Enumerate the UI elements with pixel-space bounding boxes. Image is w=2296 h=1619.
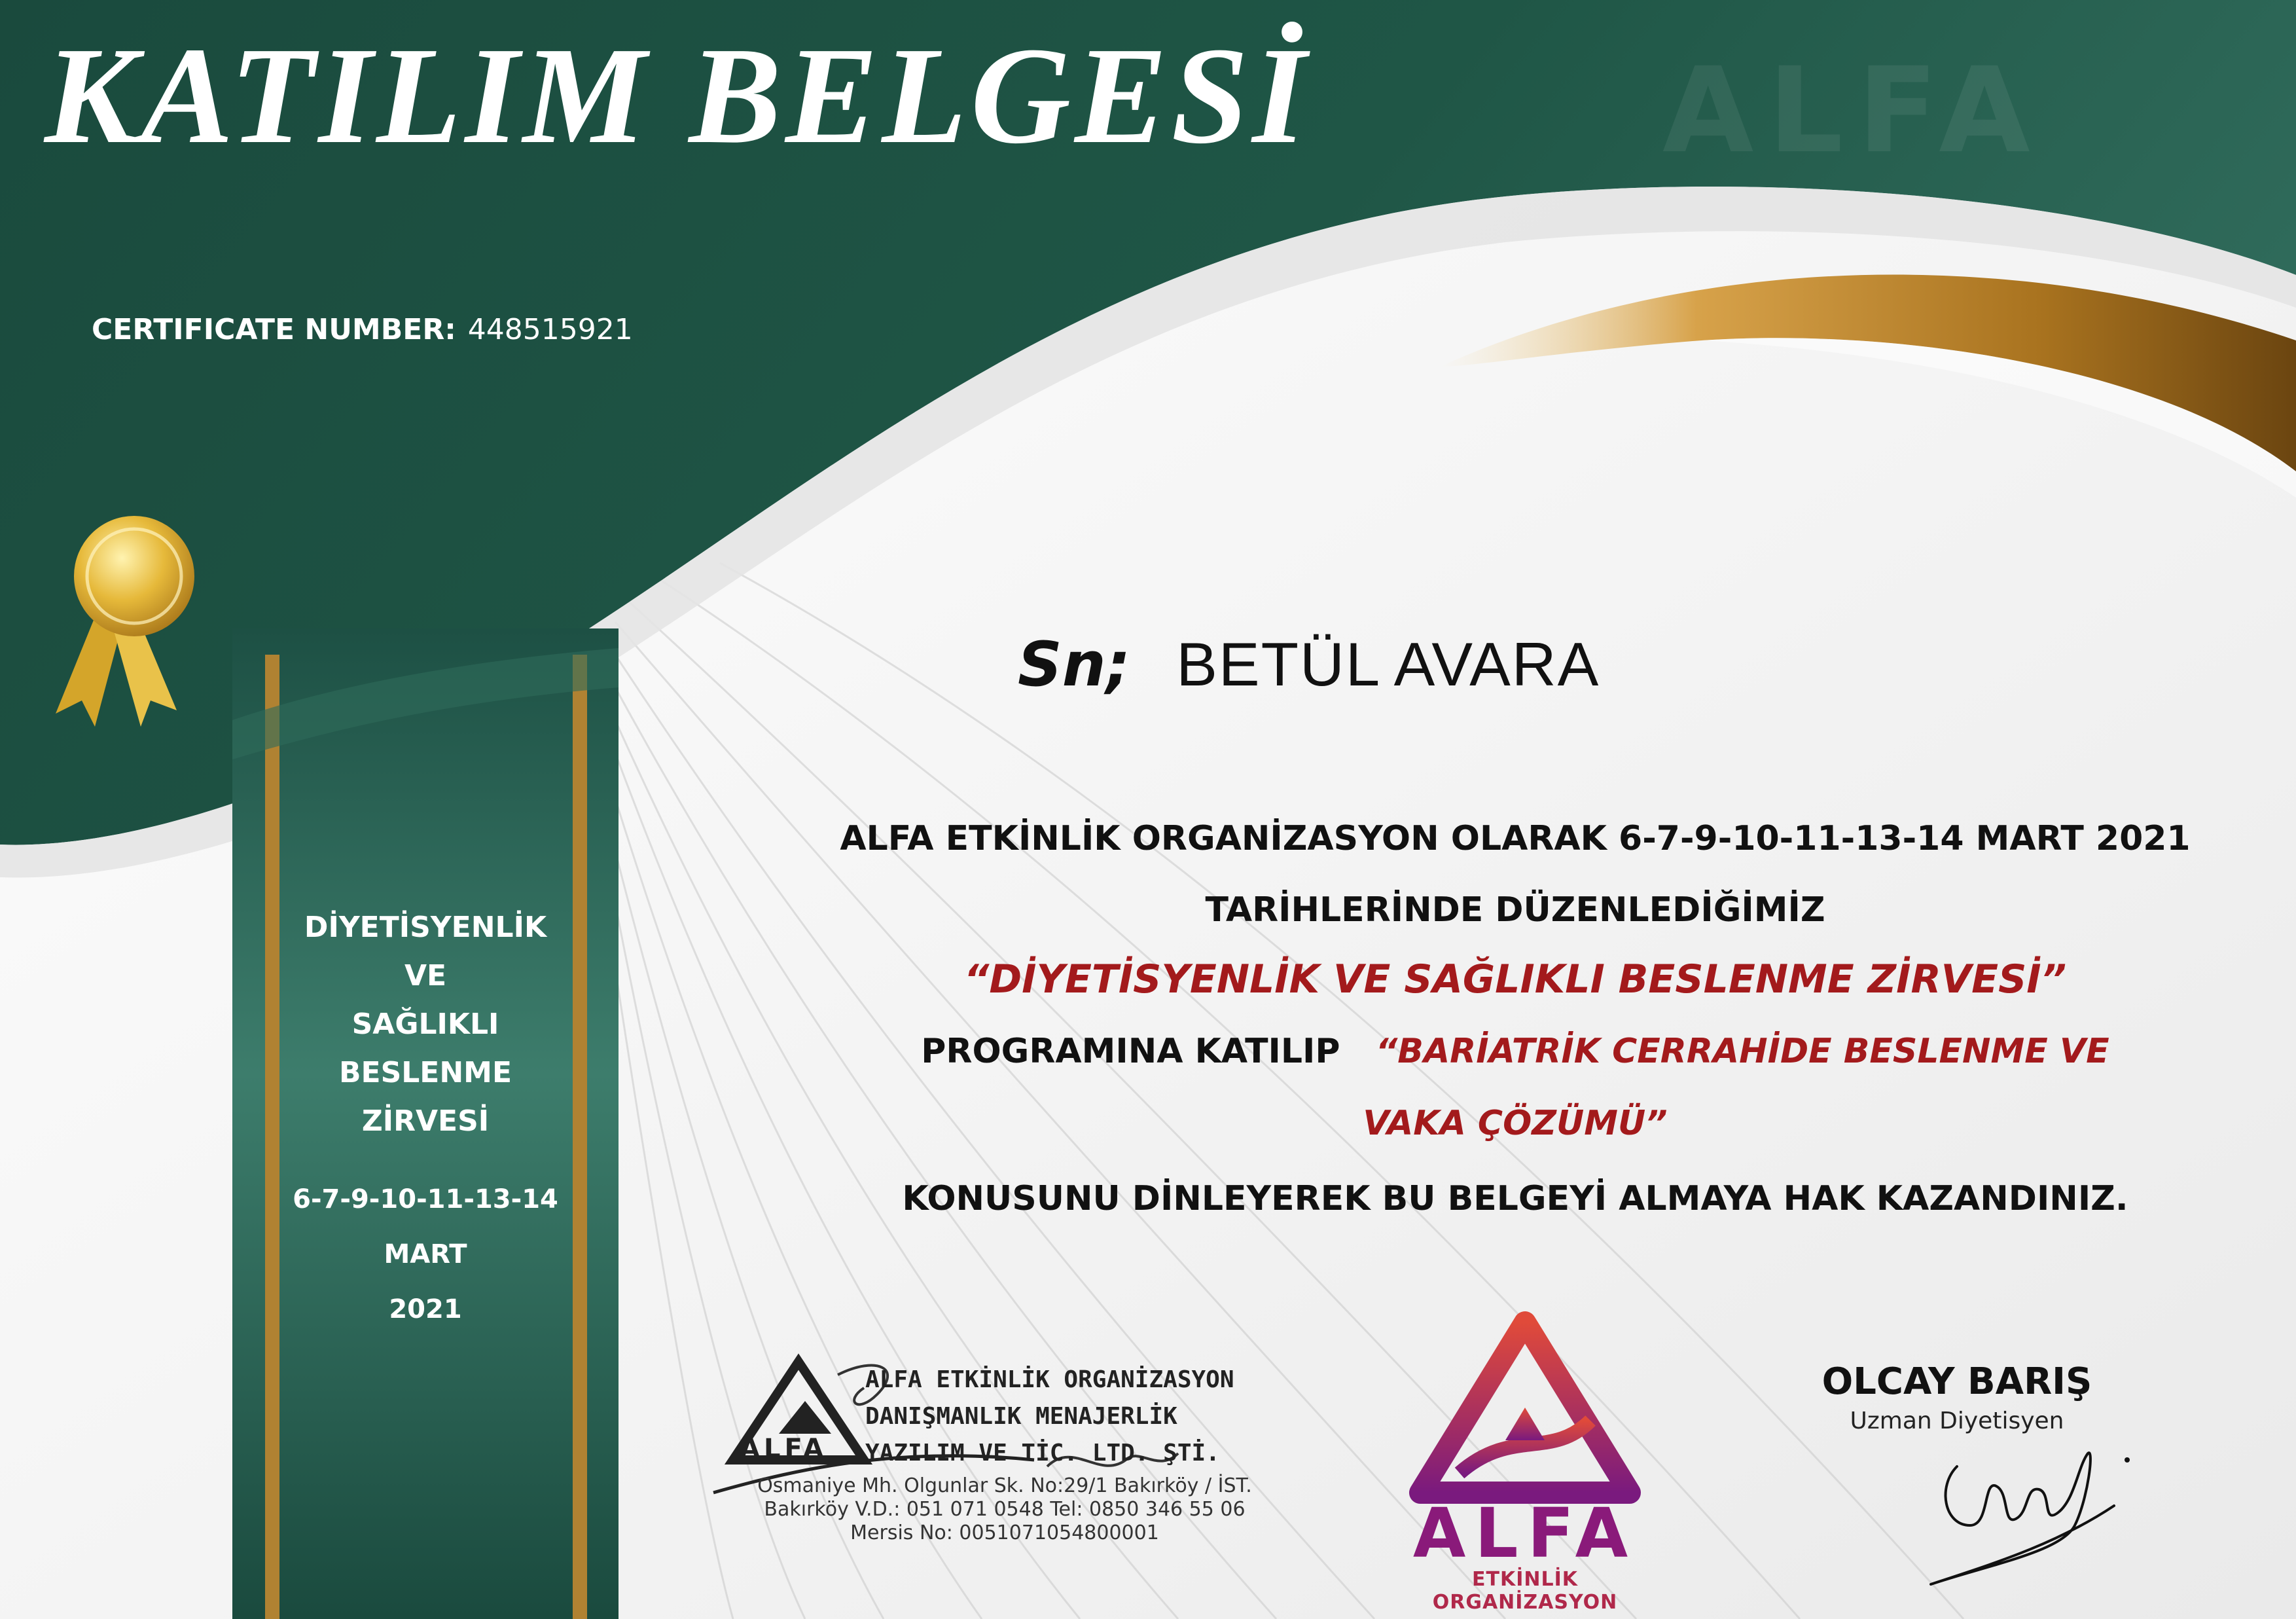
stamp-address-line: Mersis No: 0051071054800001 xyxy=(850,1521,1159,1544)
body-line-4 xyxy=(753,1032,2278,1071)
recipient xyxy=(1018,629,1600,700)
stamp-line: YAZILIM VE TİC. LTD. ŞTİ. xyxy=(865,1440,1220,1466)
stamp-address-line: Bakırköy V.D.: 051 071 0548 Tel: 0850 346 55 06 xyxy=(764,1498,1246,1521)
alfa-watermark: ALFA xyxy=(1662,43,2045,179)
sidebar-date-line: 2021 xyxy=(389,1294,462,1324)
alfa-logo-word: ALFA xyxy=(1412,1493,1638,1573)
certificate-number-label: CERTIFICATE NUMBER: xyxy=(92,313,456,346)
stamp-address-line: Osmaniye Mh. Olgunlar Sk. No:29/1 Bakırköy / İST. xyxy=(757,1474,1252,1497)
sidebar-line: BESLENME xyxy=(338,1056,512,1089)
sidebar-line: SAĞLIKLI xyxy=(351,1008,499,1041)
recipient-prefix: Sn; xyxy=(1018,629,1131,700)
topic-part-2: VAKA ÇÖZÜMÜ” xyxy=(1363,1104,1668,1143)
sidebar-line: ZİRVESİ xyxy=(361,1104,490,1138)
body-line-2: TARİHLERİNDE DÜZENLEDİĞİMİZ xyxy=(1205,890,1825,930)
certificate-number-value: 448515921 xyxy=(467,313,633,346)
sidebar-line: DİYETİSYENLİK xyxy=(304,911,547,944)
sidebar-event-name xyxy=(275,903,576,1146)
sidebar-date-line: 6-7-9-10-11-13-14 xyxy=(293,1184,558,1214)
sidebar-event-date xyxy=(275,1172,576,1337)
certificate-number xyxy=(92,313,633,346)
event-name: “DİYETİSYENLİK VE SAĞLIKLI BESLENME ZİRVESİ” xyxy=(963,956,2067,1002)
body-line-1: ALFA ETKİNLİK ORGANİZASYON OLARAK 6-7-9-10-11-13-14 MART 2021 xyxy=(840,819,2191,858)
gold-seal-icon xyxy=(36,511,206,727)
sidebar-date-line: MART xyxy=(384,1239,467,1269)
stamp-line: DANIŞMANLIK MENAJERLİK xyxy=(865,1403,1177,1430)
stamp-company-name xyxy=(865,1362,1234,1472)
stamp-line: ALFA ETKİNLİK ORGANİZASYON xyxy=(865,1366,1234,1393)
topic-part-1: “BARİATRİK CERRAHİDE BESLENME VE xyxy=(1375,1032,2109,1071)
alfa-logo-subtitle: ETKİNLİK ORGANİZASYON xyxy=(1432,1568,1618,1614)
program-label: PROGRAMINA KATILIP xyxy=(921,1032,1340,1071)
sidebar-line: VE xyxy=(404,959,447,992)
stamp-address xyxy=(736,1474,1273,1545)
body-line-6: KONUSUNU DİNLEYEREK BU BELGEYİ ALMAYA HAK KAZANDINIZ. xyxy=(902,1179,2128,1218)
stamp-logo-text: ALFA xyxy=(740,1434,828,1464)
signatory-name: OLCAY BARIŞ xyxy=(1821,1360,2092,1403)
certificate-title: KATILIM BELGESİ xyxy=(45,18,1310,172)
signatory-title: Uzman Diyetisyen xyxy=(1850,1408,2064,1434)
recipient-name: BETÜL AVARA xyxy=(1176,630,1600,699)
handwritten-signature xyxy=(1911,1427,2147,1591)
